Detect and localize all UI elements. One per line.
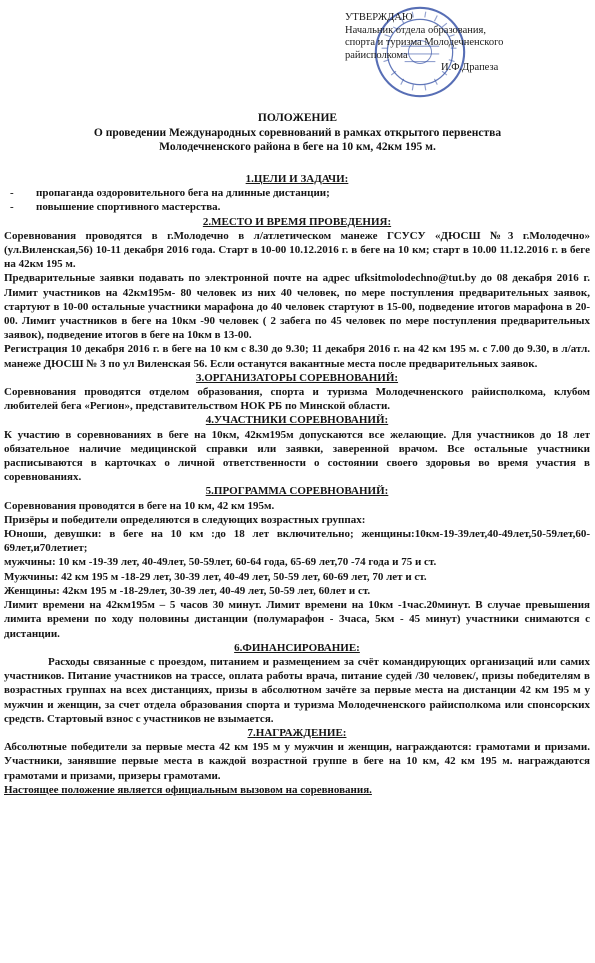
organizers-paragraph: Соревнования проводятся отделом образования, спорта и туризма Молодечненского райисполкома, клубом любителей бега «Регион», представительством НОК РБ по Минской области.	[4, 386, 590, 413]
document-title	[0, 111, 595, 155]
place-paragraph-1: Соревнования проводятся в г.Молодечно в л/атлетическом манеже ГСУСУ «ДЮСШ №3 г.Молодечно» (ул.Виленская,56) 10-11 декабря 2016 года. Старт в 10-00 10.12.2016 г. в беге на 10 км; старт в 10.00 11.12.2016 г. в беге на 42км 195 м.	[4, 229, 590, 271]
goals-item: - повышение спортивного мастерства.	[36, 200, 590, 214]
section-heading-place: 2.МЕСТО И ВРЕМЯ ПРОВЕДЕНИЯ:	[202, 215, 392, 228]
participants-paragraph: К участию в соревнованиях в беге на 10км, 42км195м допускаются все желающие. Для участников до 18 лет обязательное наличие медицинской справки или заявки, заверенной врачом. Все остальные участники расписываются в карточках о личной ответственности о состоянии своего здоровья во время участия в соревнованиях.	[4, 428, 590, 484]
awards-paragraph-2: Настоящее положение является официальным вызовом на соревнования.	[4, 783, 372, 796]
program-paragraph-7: Лимит времени на 42км195м – 5 часов 30 минут. Лимит времени на 10км -1час.20минут. В случае превышения лимита времени по ходу половины дистанции (полумарафон - 3часа, 5км - 45 минут) участники снимаются с дистанции.	[4, 599, 590, 640]
approval-position-1: Начальник отдела образования,	[345, 24, 486, 36]
section-heading-awards: 7.НАГРАЖДЕНИЕ:	[247, 726, 347, 739]
place-paragraph-3: Регистрация 10 декабря 2016 г. в беге на 10 км с 8.30 до 9.30; 11 декабря 2016 г. на 42 км 195 м. с 7.00 до 9.30, в л/атл. манеже ДЮСШ № 3 по ул Виленская 56. Если останутся вакантные места после предварительных заявок.	[4, 343, 590, 370]
program-paragraph-3: Юноши, девушки: в беге на 10 км :до 18 лет включительно; женщины:10км-19-39лет,40-49лет,50-59лет,60-69лет,и70летиет;	[4, 528, 590, 555]
approval-position-3: райисполкома	[345, 49, 408, 61]
awards-paragraph-1: Абсолютные победители за первые места 42 км 195 м у мужчин и женщин, награждаются: грамотами и призами. Участники, занявшие первые места в каждой возрастной группе в беге на 10 км, 42 км 195 м. награждаются грамотами и призами, призеры грамотами.	[4, 741, 590, 782]
approval-heading: УТВЕРЖДАЮ	[345, 12, 413, 23]
approval-block	[345, 12, 585, 75]
section-heading-participants: 4.УЧАСТНИКИ СОРЕВНОВАНИЙ:	[205, 414, 389, 427]
title-line-2: О проведении Международных соревнований в рамках открытого первенства	[93, 126, 502, 139]
finance-paragraph: Расходы связанные с проездом, питанием и размещением за счёт командирующих организаций или самих участников. Питание участников на трассе, оплата работы врача, питание судей /30 человек/, призы победителям в возрастных группах на всех дистанциях, призы в абсолютном зачёте за первые места на дистанции 42 км 195 м у мужчин и женщин, за счет отдела образования спорта и туризма Молодечненского райисполкома или спонсорских средств. Стартовый взнос с участников не взымается.	[4, 655, 590, 725]
program-paragraph-4: мужчины: 10 км -19-39 лет, 40-49лет, 50-59лет, 60-64 года, 65-69 лет,70 -74 года и 75 и ст.	[4, 556, 437, 569]
program-paragraph-5: Мужчины: 42 км 195 м -18-29 лет, 30-39 лет, 40-49 лет, 50-59 лет, 60-69 лет, 70 лет и ст.	[4, 570, 427, 583]
goals-item: - пропаганда оздоровительного бега на длинные дистанции;	[36, 186, 590, 200]
section-heading-finance: 6.ФИНАНСИРОВАНИЕ:	[234, 641, 360, 654]
section-heading-organizers: 3.ОРГАНИЗАТОРЫ СОРЕВНОВАНИЙ:	[195, 371, 399, 384]
program-paragraph-6: Женщины: 42км 195 м -18-29лет, 30-39 лет, 40-49 лет, 50-59 лет, 60лет и ст.	[4, 584, 371, 597]
section-heading-program: 5.ПРОГРАММА СОРЕВНОВАНИЙ:	[205, 485, 389, 498]
program-paragraph-2: Призёры и победители определяются в следующих возрастных группах:	[4, 513, 366, 526]
approval-position-2: спорта и туризма Молодечненского	[345, 37, 504, 49]
title-line-3: Молодечненского района в беге на 10 км, 42км 195 м.	[159, 141, 436, 153]
approval-signature: И.Ф.Драпеза	[441, 62, 499, 74]
document-body	[4, 172, 590, 797]
section-heading-goals: 1.ЦЕЛИ И ЗАДАЧИ:	[245, 173, 349, 185]
goals-list	[4, 186, 590, 214]
title-line-1: ПОЛОЖЕНИЕ	[257, 112, 338, 124]
place-paragraph-2: Предварительные заявки подавать по электронной почте на адрес ufksitmolodechno@tut.by до 08 декабря 2016 г. Лимит участников на 42км195м- 80 человек из них 40 человек, по мере поступления предварительных заявок, стартуют в 10-00 остальные участники марафона до 40 человек стартуют в 15-00, подведение итогов марафона в 20-00. Лимит участников в беге на 10км -90 человек ( 2 забега по 45 человек по мере поступления предварительных заявок), подведение итогов в беге на 10км в 13-00.	[4, 272, 590, 342]
program-paragraph-1: Соревнования проводятся в беге на 10 км, 42 км 195м.	[4, 499, 275, 512]
